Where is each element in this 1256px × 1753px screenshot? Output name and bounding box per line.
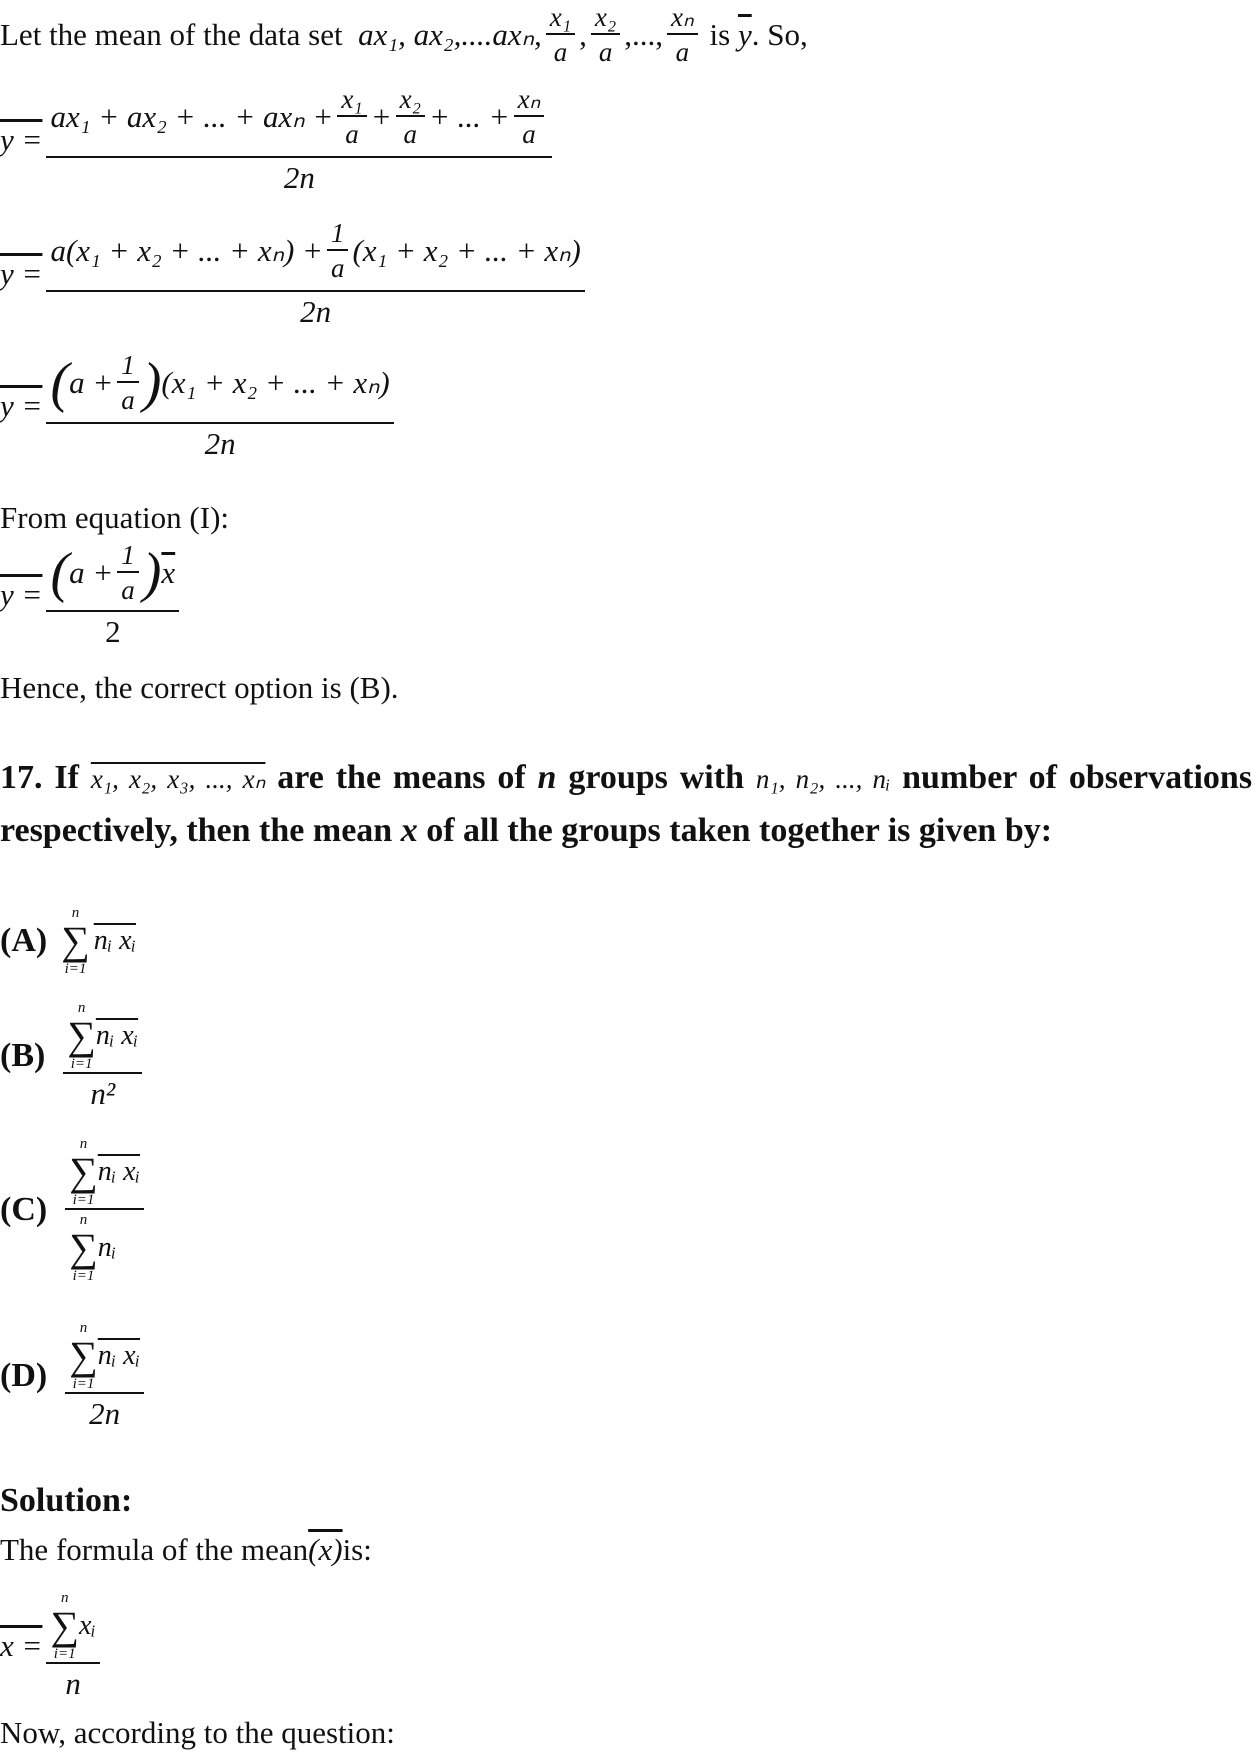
plus: + — [370, 99, 392, 134]
x-bar: $\overline{x}$ — [161, 555, 176, 590]
numerator-part: a(x₁ + x₂ + ... + xₙ) + — [50, 233, 323, 268]
equation-5 — [0, 1590, 104, 1702]
formula-line — [0, 1532, 372, 1568]
denominator: a — [117, 571, 139, 606]
option-b — [0, 1000, 146, 1112]
denominator: a — [117, 381, 139, 416]
from-equation-text: From equation (I): — [0, 500, 230, 535]
numerator: 1 — [330, 218, 345, 248]
lhs: y = — [0, 256, 43, 291]
option-label: (B) — [0, 1037, 46, 1074]
formula-text: is: — [342, 1532, 372, 1567]
main-fraction: ( a + $\frac{1}{a}$ ) (x₁ + x₂ + ... + xₙ) 2n — [46, 350, 393, 462]
sigma-icon: n ∑ i=1 — [69, 1136, 98, 1208]
option-expression: nᵢ xᵢ — [95, 1020, 139, 1051]
group-counts: n₁, n₂, ..., nᵢ — [755, 764, 891, 794]
numerator: 1 — [121, 350, 135, 380]
denominator: n² — [63, 1072, 142, 1112]
intro-line — [0, 2, 808, 68]
data-set: ax₁, ax₂,....axₙ, — [358, 17, 542, 52]
numerator: x₂ — [399, 84, 421, 114]
denominator: nᵢ — [97, 1232, 117, 1263]
main-fraction — [46, 84, 552, 196]
comma: , — [579, 17, 587, 52]
numerator-part: a + — [69, 555, 114, 590]
y-bar: $\overline{y}$ — [737, 17, 752, 52]
denominator: 2n — [46, 156, 552, 196]
option-label: (C) — [0, 1191, 48, 1228]
intro-text: Let the mean of the data set — [0, 17, 343, 52]
solution-heading: Solution: — [0, 1482, 133, 1519]
question-text: number of observations respectively, then the mean — [0, 759, 1253, 849]
x-var: x — [400, 812, 418, 849]
is-text: is — [709, 17, 731, 52]
equation-2 — [0, 218, 589, 330]
lhs: y = — [0, 577, 43, 612]
option-expression: nᵢ xᵢ — [97, 1340, 141, 1371]
fraction — [667, 2, 698, 68]
numerator-part: (x₁ + x₂ + ... + xₙ) — [352, 233, 581, 268]
sigma-icon: n ∑ i=1 — [69, 1212, 98, 1284]
sigma-icon: n ∑ i=1 — [69, 1320, 98, 1392]
numerator-part: (x₁ + x₂ + ... + xₙ) — [161, 365, 390, 400]
main-fraction: ( a + $\frac{1}{a}$ ) $\overline{x}$ 2 — [46, 540, 179, 650]
numerator-part: ax₁ + ax₂ + ... + axₙ + — [50, 99, 334, 134]
numerator: xᵢ — [78, 1610, 96, 1641]
main-fraction — [46, 218, 584, 330]
denominator: n — [46, 1662, 99, 1702]
sigma-icon: n ∑ i=1 — [67, 1000, 96, 1072]
question-text: of all the groups taken together is given by: — [426, 812, 1053, 849]
denominator: a — [667, 33, 698, 68]
numerator: 1 — [121, 540, 135, 570]
denominator: a — [591, 33, 620, 68]
so-text: . So, — [751, 17, 808, 52]
sigma-icon: n ∑ i=1 — [61, 905, 90, 977]
n-var: n — [537, 759, 557, 796]
answer-text: Hence, the correct option is (B). — [0, 670, 399, 705]
option-label: (A) — [0, 922, 48, 959]
numerator: xₙ — [517, 84, 541, 114]
question-text: groups with — [568, 759, 744, 796]
denominator: 2n — [46, 422, 393, 462]
fraction — [546, 2, 575, 68]
denominator: a — [546, 33, 575, 68]
numerator: x₁ — [341, 84, 363, 114]
denominator: 2 — [46, 610, 179, 650]
numerator: x₁ — [549, 2, 572, 32]
question-17 — [0, 752, 1252, 857]
formula-text: The formula of the mean — [0, 1532, 309, 1567]
sigma-icon: n ∑ i=1 — [50, 1590, 79, 1662]
denominator: a — [337, 115, 366, 150]
fraction — [591, 2, 620, 68]
option-label: (D) — [0, 1357, 48, 1394]
option-expression: nᵢ xᵢ — [97, 1156, 141, 1187]
option-c — [0, 1136, 148, 1284]
numerator: xₙ — [671, 2, 694, 32]
equation-1 — [0, 84, 556, 196]
ellipsis: ,..., — [624, 17, 664, 52]
group-means: x₁, x₂, x₃, ..., xₙ — [90, 764, 266, 794]
x-bar: (x) — [308, 1532, 343, 1567]
equation-4 — [0, 540, 183, 650]
option-d — [0, 1320, 148, 1432]
now-text: Now, according to the question: — [0, 1715, 395, 1750]
lhs: y = — [0, 122, 43, 157]
lhs: y = — [0, 388, 43, 423]
question-number: 17. If — [0, 759, 79, 796]
denominator: a — [327, 249, 349, 284]
equation-3 — [0, 350, 398, 462]
denominator: 2n — [65, 1392, 144, 1432]
numerator-part: a + — [69, 365, 114, 400]
question-text: are the means of — [277, 759, 526, 796]
option-expression: nᵢ xᵢ — [93, 925, 137, 956]
plus: + ... + — [428, 99, 510, 134]
denominator: a — [396, 115, 425, 150]
denominator: a — [514, 115, 545, 150]
option-a — [0, 905, 136, 977]
lhs: x = — [0, 1628, 43, 1663]
denominator: 2n — [46, 290, 584, 330]
numerator: x₂ — [594, 2, 617, 32]
